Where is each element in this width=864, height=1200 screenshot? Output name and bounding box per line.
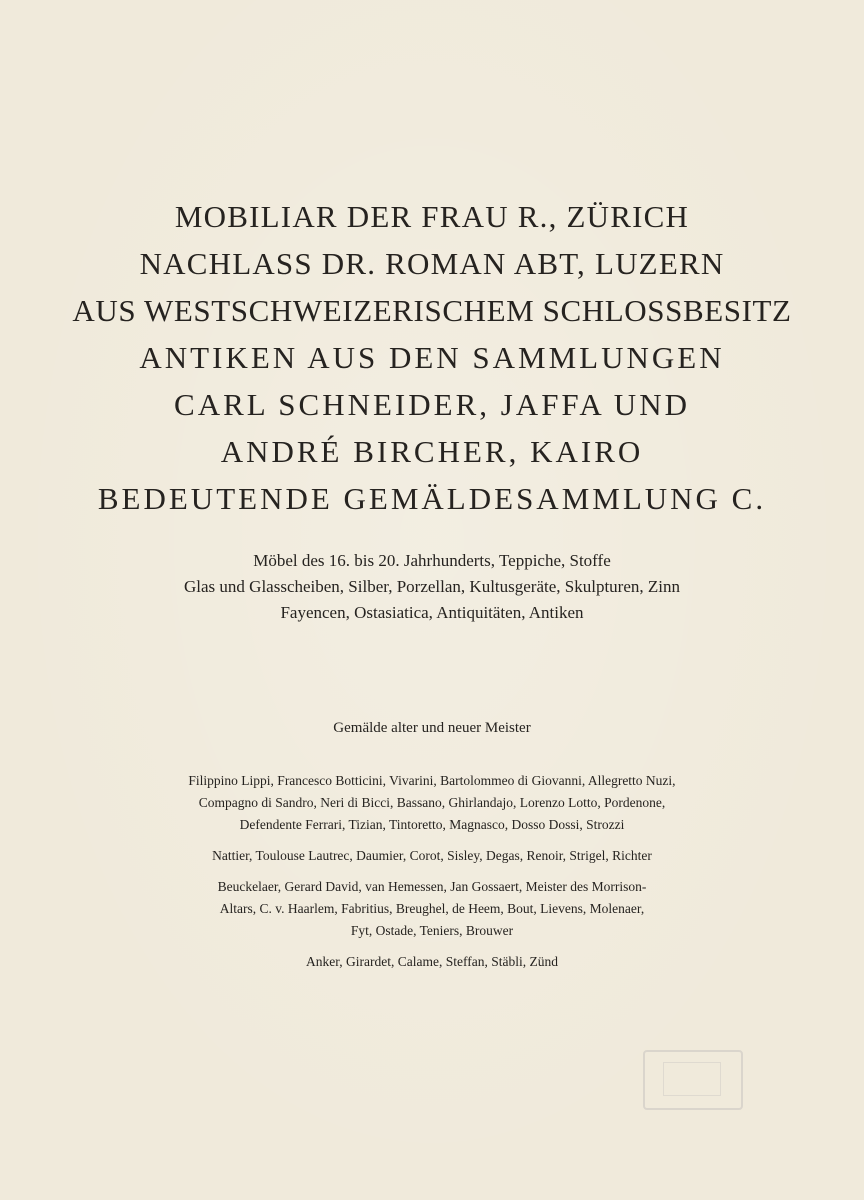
artist-line: Nattier, Toulouse Lautrec, Daumier, Corot, Sisley, Degas, Renoir, Strigel, Richter — [212, 848, 652, 863]
faint-library-stamp — [643, 1050, 743, 1110]
artist-line: Filippino Lippi, Francesco Botticini, Vivarini, Bartolommeo di Giovanni, Allegretto Nuzi, — [188, 773, 676, 788]
catalog-heading — [0, 193, 864, 522]
heading-line: BEDEUTENDE GEMÄLDESAMMLUNG C. — [97, 481, 767, 516]
artist-line: Altars, C. v. Haarlem, Fabritius, Breughel, de Heem, Bout, Lievens, Molenaer, — [219, 901, 645, 916]
artist-group-italian — [0, 770, 864, 836]
heading-line: ANDRÉ BIRCHER, KAIRO — [220, 434, 644, 469]
heading-line: ANTIKEN AUS DEN SAMMLUNGEN — [139, 340, 725, 375]
artist-group-swiss — [0, 951, 864, 973]
category-line: Glas und Glasscheiben, Silber, Porzellan, Kultusgeräte, Skulpturen, Zinn — [184, 577, 680, 596]
heading-line: MOBILIAR DER FRAU R., ZÜRICH — [174, 199, 690, 234]
artist-group-french — [0, 845, 864, 867]
artist-line: Defendente Ferrari, Tizian, Tintoretto, Magnasco, Dosso Dossi, Strozzi — [239, 817, 625, 832]
heading-line: AUS WESTSCHWEIZERISCHEM SCHLOSSBESITZ — [72, 293, 792, 328]
artist-line: Beuckelaer, Gerard David, van Hemessen, Jan Gossaert, Meister des Morrison- — [217, 879, 647, 894]
artist-line: Anker, Girardet, Calame, Steffan, Stäbli, Zünd — [306, 954, 558, 969]
artist-list — [0, 770, 864, 982]
paintings-section-title: Gemälde alter und neuer Meister — [333, 720, 531, 736]
category-line: Möbel des 16. bis 20. Jahrhunderts, Teppiche, Stoffe — [253, 551, 611, 570]
item-categories — [0, 548, 864, 626]
artist-line: Compagno di Sandro, Neri di Bicci, Bassano, Ghirlandajo, Lorenzo Lotto, Pordenone, — [198, 795, 666, 810]
artist-line: Fyt, Ostade, Teniers, Brouwer — [350, 923, 514, 938]
heading-line: CARL SCHNEIDER, JAFFA UND — [174, 387, 690, 422]
category-line: Fayencen, Ostasiatica, Antiquitäten, Antiken — [280, 603, 584, 622]
heading-line: NACHLASS DR. ROMAN ABT, LUZERN — [139, 246, 725, 281]
artist-group-netherlandish — [0, 876, 864, 942]
